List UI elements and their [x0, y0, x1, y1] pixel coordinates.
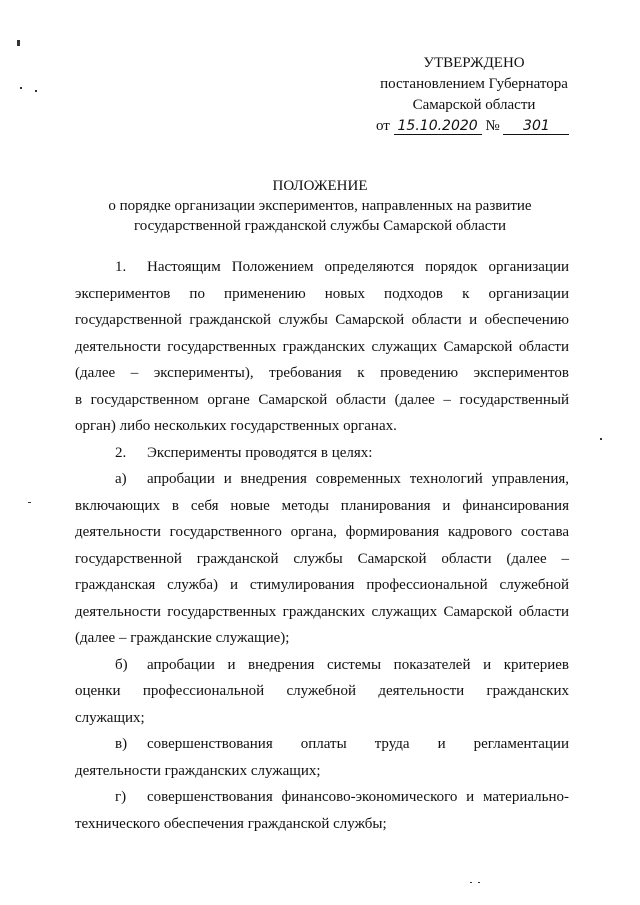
paragraph-text: апробации и внедрения системы показателей и критериев [147, 656, 569, 673]
paragraph-line [75, 254, 569, 281]
paragraph-line: деятельности государственных гражданских служащих Самарской области [75, 603, 569, 620]
paragraph-line [75, 731, 569, 758]
paragraph [75, 731, 569, 784]
handwritten-date: 15.10.2020 [394, 118, 482, 135]
approval-block [374, 53, 574, 137]
paragraph [75, 652, 569, 732]
scan-speck [600, 438, 602, 440]
paragraph-line: (далее – гражданские служащие); [75, 630, 290, 646]
scan-speck [28, 502, 31, 503]
paragraph-line: экспериментов по применению новых подходов к организации [75, 285, 569, 302]
paragraph-number: б) [115, 656, 128, 673]
handwritten-number: 301 [503, 118, 569, 135]
approved-label: УТВЕРЖДЕНО [423, 55, 525, 71]
paragraph-line: в государственном органе Самарской области (далее – государственный [75, 391, 569, 408]
scan-speck [17, 40, 20, 46]
paragraph-line: государственной гражданской службы Самарской области (далее – [75, 550, 569, 567]
paragraph-text: совершенствования финансово-экономического и материально- [147, 789, 569, 805]
paragraph [75, 254, 569, 440]
paragraph-line [75, 784, 569, 811]
scan-speck [470, 882, 472, 883]
paragraph-number: 2. [115, 444, 127, 461]
date-prefix: от [376, 118, 390, 134]
paragraph-line: государственной гражданской службы Самарской области и обеспечению [75, 312, 569, 328]
paragraph-line [75, 652, 569, 679]
title-heading: ПОЛОЖЕНИЕ [272, 178, 368, 194]
document-title [60, 176, 580, 236]
scan-speck [478, 882, 480, 883]
paragraph-line [75, 466, 569, 493]
paragraph-number: а) [115, 471, 127, 487]
paragraph-line: деятельности гражданских служащих; [75, 762, 321, 779]
paragraph-number: г) [115, 789, 127, 805]
approval-date-line [374, 116, 574, 137]
paragraph [75, 440, 569, 467]
paragraph-text: совершенствования оплаты труда и регламентации [147, 736, 569, 752]
paragraph [75, 466, 569, 652]
paragraph-line [75, 440, 569, 467]
paragraph-text: Настоящим Положением определяются порядок организации [147, 259, 569, 275]
paragraph-line: (далее – эксперименты), требования к проведению экспериментов [75, 365, 569, 381]
approved-by: постановлением Губернатора [380, 76, 568, 92]
paragraph-number: 1. [115, 259, 127, 275]
paragraph-line: орган) либо нескольких государственных органах. [75, 418, 397, 434]
title-line-1: о порядке организации экспериментов, направленных на развитие [108, 198, 532, 214]
paragraph-number: в) [115, 736, 128, 752]
approved-region: Самарской области [412, 97, 536, 113]
paragraph-line: служащих; [75, 709, 145, 726]
scan-speck [35, 90, 37, 92]
paragraph [75, 784, 569, 837]
document-body [75, 254, 569, 837]
scan-speck [20, 87, 22, 89]
paragraph-line: технического обеспечения гражданской службы; [75, 815, 387, 832]
paragraph-line: деятельности государственных гражданских служащих Самарской области [75, 338, 569, 355]
paragraph-line: включающих в себя новые методы планирования и финансирования [75, 497, 569, 514]
title-line-2: государственной гражданской службы Самарской области [134, 218, 506, 234]
number-prefix: № [485, 118, 500, 134]
paragraph-line: оценки профессиональной служебной деятельности гражданских [75, 683, 569, 699]
paragraph-text: апробации и внедрения современных технологий управления, [147, 471, 569, 487]
paragraph-line: гражданская служба) и стимулирования профессиональной служебной [75, 577, 569, 593]
paragraph-text: Эксперименты проводятся в целях: [147, 444, 373, 461]
paragraph-line: деятельности государственного органа, формирования кадрового состава [75, 524, 569, 540]
